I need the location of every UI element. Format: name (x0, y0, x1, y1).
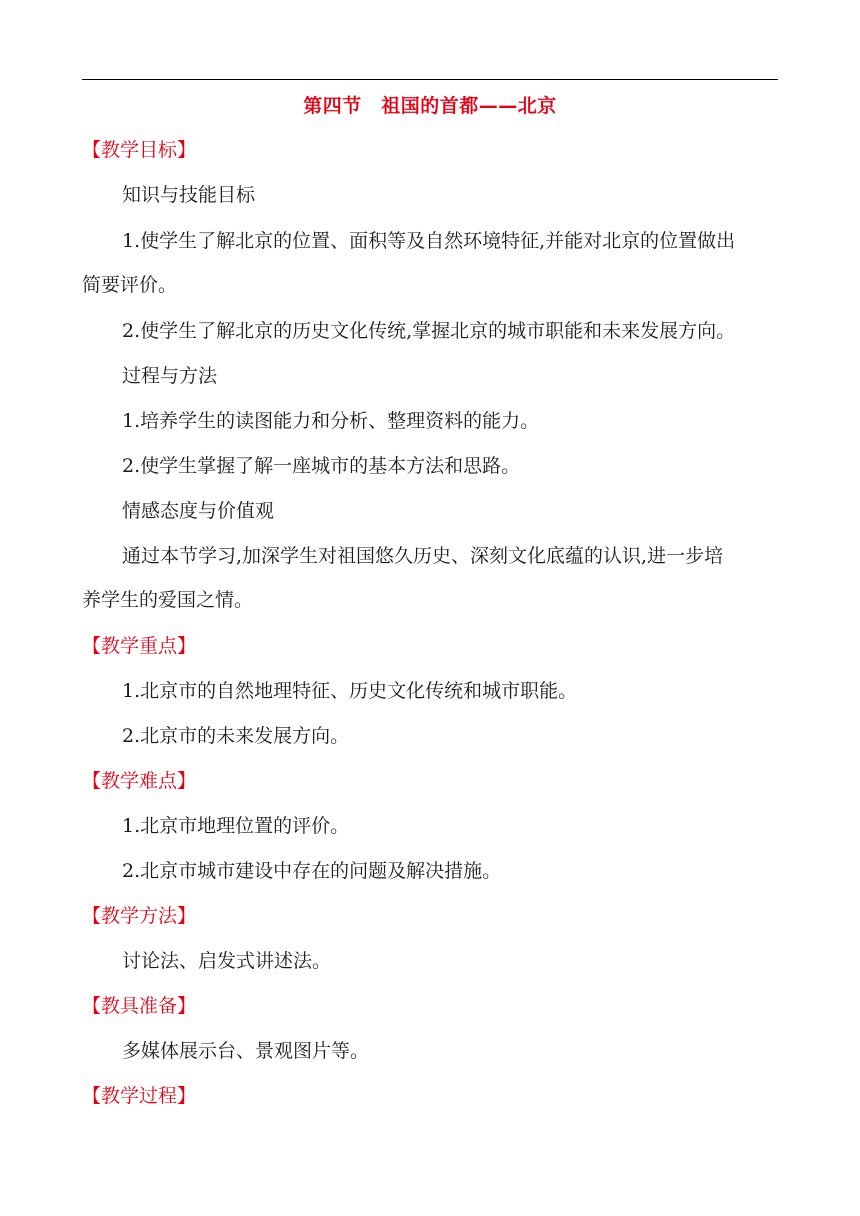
difficulties-item-1 (82, 813, 778, 839)
knowledge-item-1-line2: 简要评价。 (82, 274, 178, 296)
knowledge-item-2-text: 2.使学生了解北京的历史文化传统,掌握北京的城市职能和未来发展方向。 (122, 320, 736, 342)
objectives-heading: 【教学目标】 (82, 139, 197, 161)
key-points-heading: 【教学重点】 (82, 635, 197, 657)
difficulties-item-2-text: 2.北京市城市建设中存在的问题及解决措施。 (122, 860, 502, 882)
knowledge-item-1 (82, 228, 778, 298)
process-item-1-text: 1.培养学生的读图能力和分析、整理资料的能力。 (122, 410, 540, 432)
methods-heading: 【教学方法】 (82, 905, 197, 927)
process-item-2-text: 2.使学生掌握了解一座城市的基本方法和思路。 (122, 455, 521, 477)
process-item-2 (82, 453, 778, 479)
tools-heading: 【教具准备】 (82, 995, 197, 1017)
key-points-item-1-text: 1.北京市的自然地理特征、历史文化传统和城市职能。 (122, 680, 578, 702)
header-rule (82, 79, 778, 80)
difficulties-item-2 (82, 858, 778, 884)
difficulties-item-1-text: 1.北京市地理位置的评价。 (122, 815, 350, 837)
knowledge-heading (82, 182, 778, 208)
emotion-line1: 通过本节学习,加深学生对祖国悠久历史、深刻文化底蕴的认识,进一步培 (122, 545, 724, 567)
teaching-process-heading: 【教学过程】 (82, 1085, 197, 1107)
tools-text-content: 多媒体展示台、景观图片等。 (122, 1040, 370, 1062)
emotion-paragraph (82, 543, 778, 613)
process-heading (82, 363, 778, 389)
process-heading-text: 过程与方法 (122, 365, 218, 387)
emotion-heading-text: 情感态度与价值观 (122, 500, 275, 522)
page-title: 第四节 祖国的首都——北京 (303, 95, 557, 117)
emotion-heading (82, 498, 778, 524)
key-points-item-2 (82, 723, 778, 749)
knowledge-heading-text: 知识与技能目标 (122, 184, 256, 206)
process-item-1 (82, 408, 778, 434)
knowledge-item-2 (82, 318, 778, 344)
methods-text (82, 948, 778, 974)
key-points-item-2-text: 2.北京市的未来发展方向。 (122, 725, 350, 747)
tools-text (82, 1038, 778, 1064)
methods-text-content: 讨论法、启发式讲述法。 (122, 950, 332, 972)
difficulties-heading: 【教学难点】 (82, 770, 197, 792)
knowledge-item-1-line1: 1.使学生了解北京的位置、面积等及自然环境特征,并能对北京的位置做出 (122, 230, 736, 252)
emotion-line2: 养学生的爱国之情。 (82, 589, 254, 611)
key-points-item-1 (82, 678, 778, 704)
